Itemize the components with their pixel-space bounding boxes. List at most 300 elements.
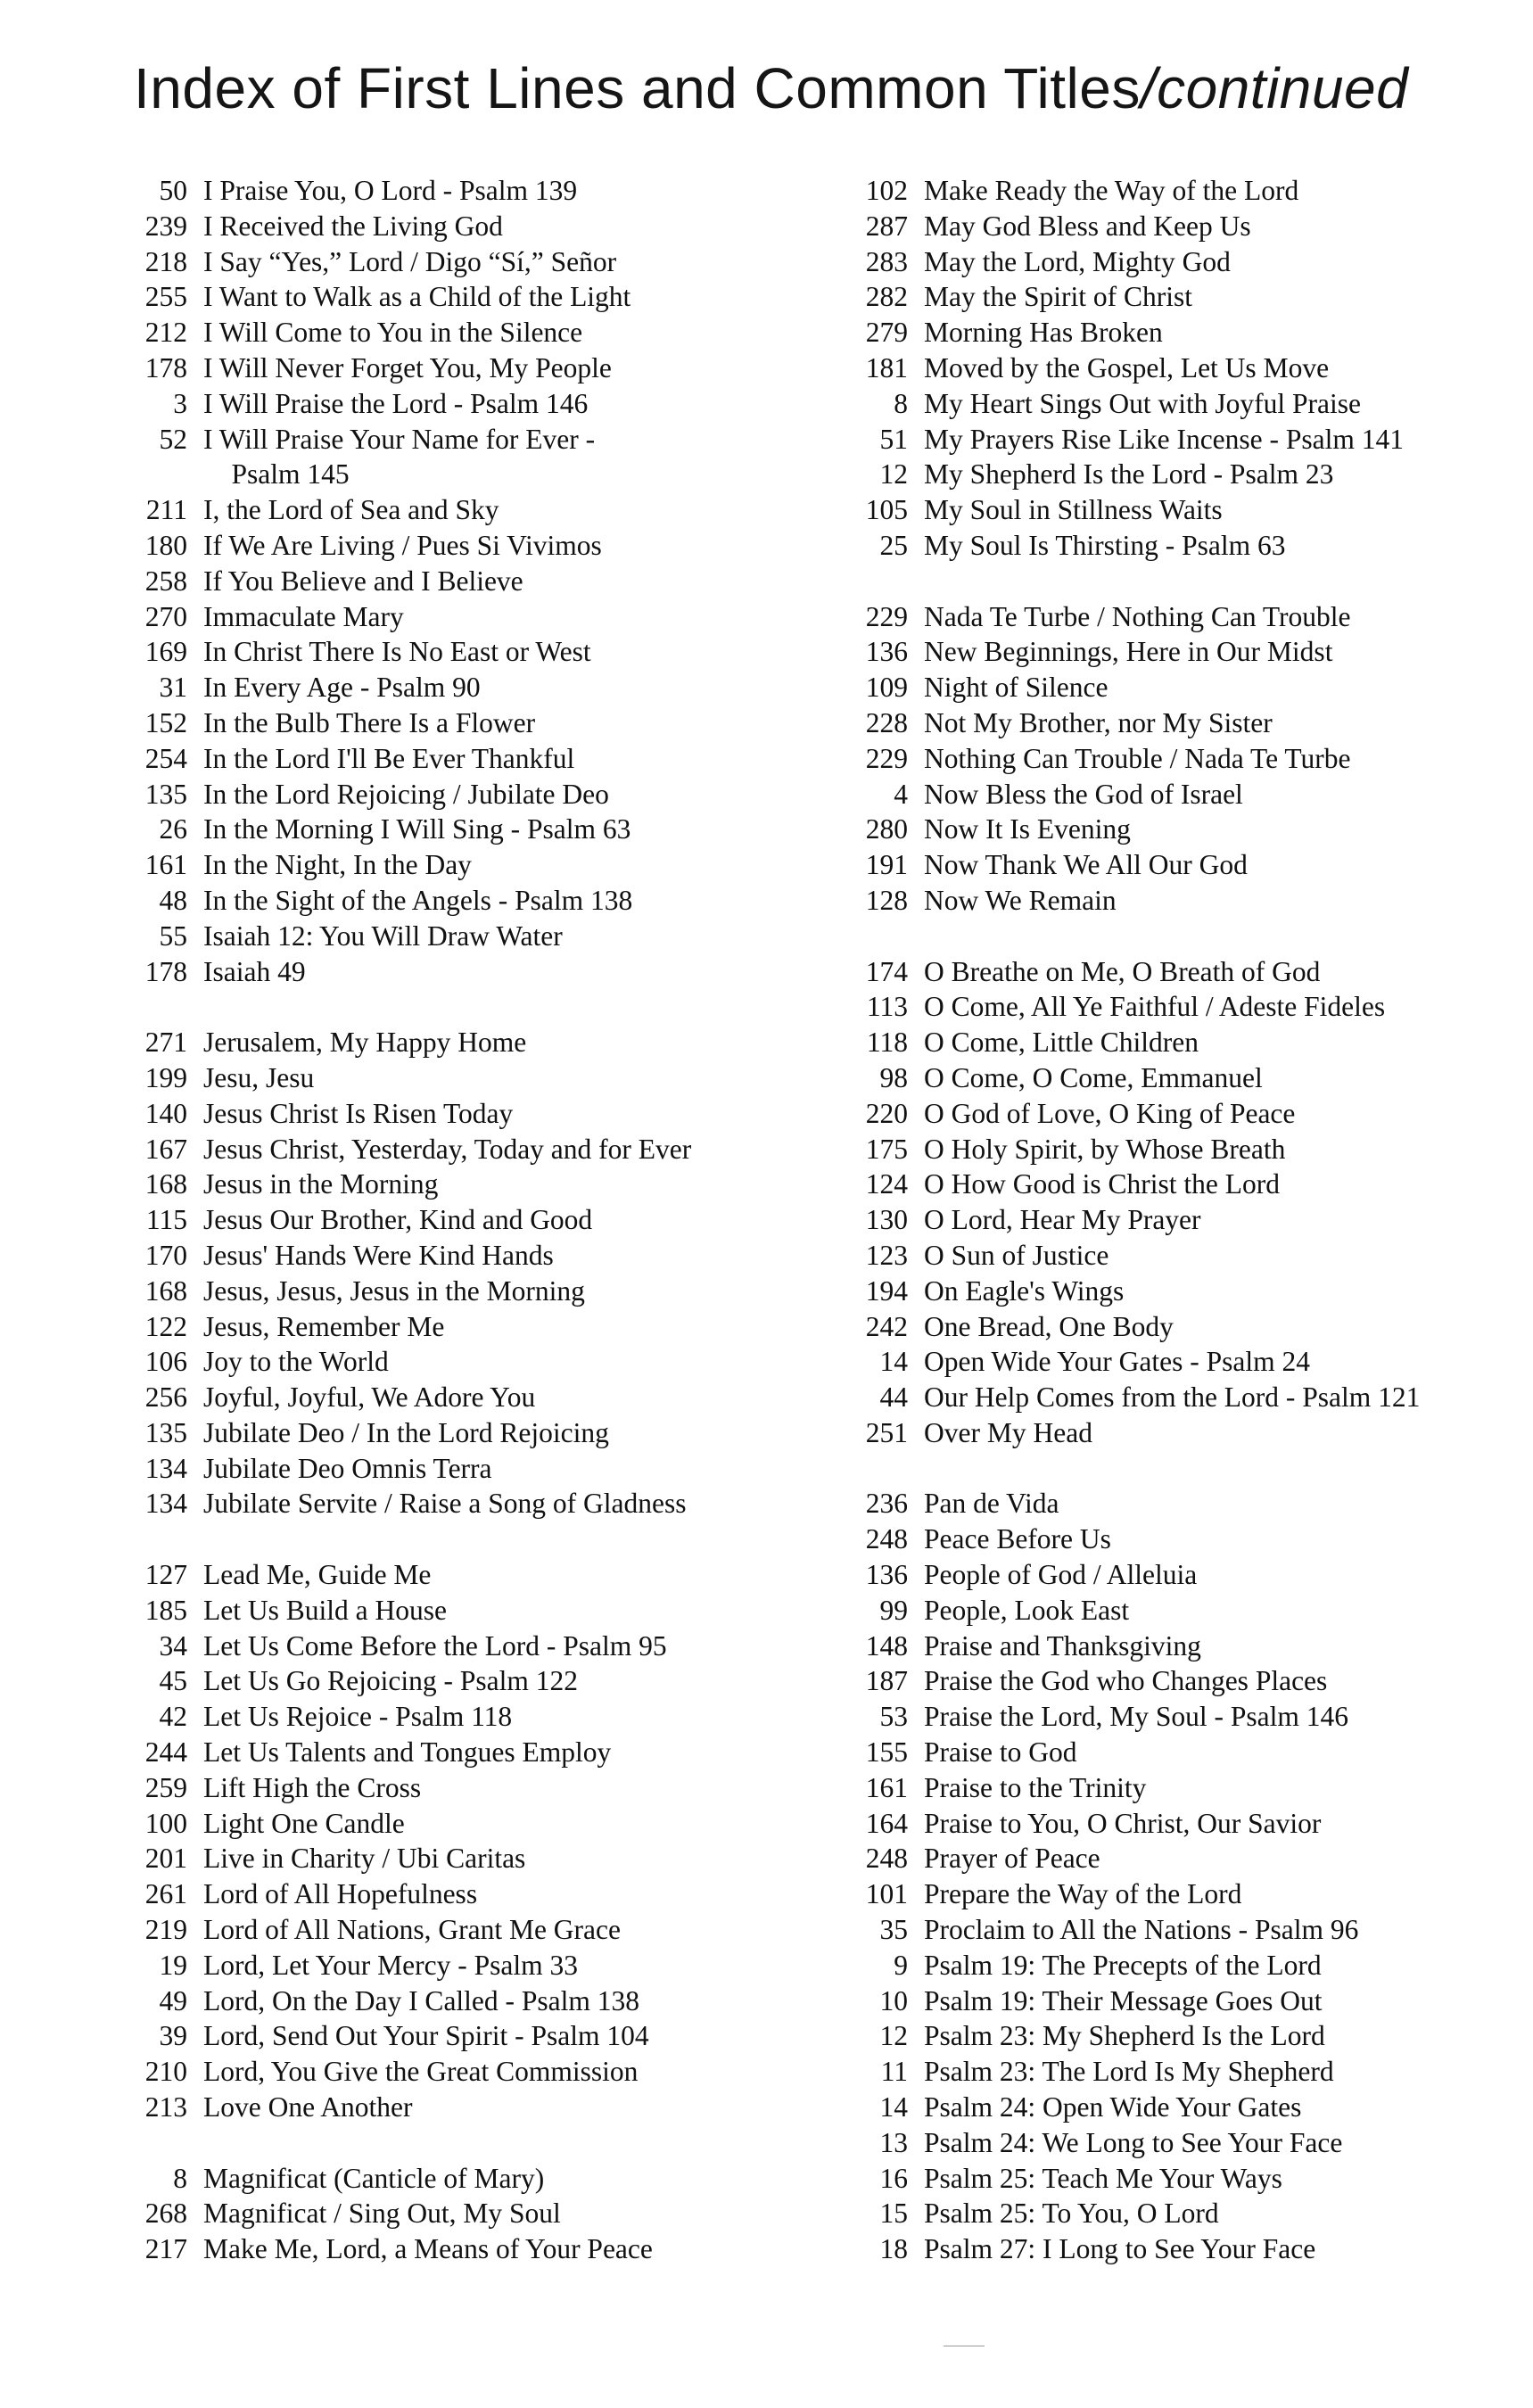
hymn-number: 140 — [144, 1097, 187, 1129]
hymn-title: O Sun of Justice — [924, 1239, 1109, 1271]
index-entry — [845, 989, 1533, 1025]
hymn-number: 148 — [865, 1629, 908, 1662]
index-entry — [125, 209, 838, 244]
index-entry — [125, 2090, 838, 2125]
hymn-title: My Soul in Stillness Waits — [924, 494, 1223, 526]
hymn-number: 25 — [879, 529, 908, 561]
index-entry — [845, 2125, 1533, 2161]
index-entry — [125, 2196, 838, 2231]
hymn-title: Psalm 19: Their Message Goes Out — [924, 1984, 1323, 2016]
hymn-number: 45 — [159, 1665, 187, 1697]
index-entry — [125, 492, 838, 528]
index-entry — [845, 741, 1533, 777]
hymn-number: 16 — [879, 2162, 908, 2194]
index-entry — [845, 492, 1533, 528]
section-gap — [125, 989, 838, 1025]
hymn-title: Now Bless the God of Israel — [924, 778, 1243, 810]
index-entry — [845, 1735, 1533, 1770]
index-entry — [125, 634, 838, 670]
index-entry — [125, 1486, 838, 1521]
index-entry — [845, 1274, 1533, 1309]
index-entry — [125, 1060, 838, 1096]
index-entry — [845, 528, 1533, 564]
hymn-number: 26 — [159, 813, 187, 845]
index-entry — [845, 1557, 1533, 1593]
index-entry — [125, 1912, 838, 1948]
hymn-title: Immaculate Mary — [203, 600, 404, 632]
index-entry — [845, 1025, 1533, 1060]
hymn-title: Make Ready the Way of the Lord — [924, 175, 1299, 206]
index-entry — [845, 422, 1533, 458]
hymn-number: 130 — [865, 1204, 908, 1236]
section-gap — [845, 1451, 1533, 1487]
hymn-number: 42 — [159, 1701, 187, 1733]
index-entry — [125, 1202, 838, 1238]
hymn-number: 51 — [879, 423, 908, 455]
hymn-title: Joy to the World — [203, 1346, 389, 1378]
hymn-title: Prepare the Way of the Lord — [924, 1878, 1242, 1910]
hymn-number: 228 — [865, 706, 908, 738]
index-entry — [125, 564, 838, 599]
index-entry — [125, 2054, 838, 2090]
hymn-title: Jesu, Jesu — [203, 1061, 315, 1093]
hymn-title: Nada Te Turbe / Nothing Can Trouble — [924, 600, 1351, 632]
hymn-title: Lord of All Nations, Grant Me Grace — [203, 1914, 621, 1946]
hymn-number: 34 — [159, 1629, 187, 1662]
hymn-number: 39 — [159, 2020, 187, 2052]
hymn-title: In the Lord I'll Be Ever Thankful — [203, 742, 575, 774]
index-entry — [845, 1629, 1533, 1664]
index-entry — [125, 847, 838, 883]
index-entry — [845, 2018, 1533, 2054]
hymn-title: In the Morning I Will Sing - Psalm 63 — [203, 813, 631, 845]
hymn-number: 248 — [865, 1523, 908, 1555]
hymn-number: 10 — [879, 1984, 908, 2016]
section-gap — [845, 564, 1533, 599]
hymn-title: Lead Me, Guide Me — [203, 1559, 432, 1591]
index-entry — [845, 386, 1533, 422]
index-entry — [845, 954, 1533, 990]
index-entry — [845, 2196, 1533, 2231]
hymn-number: 164 — [865, 1807, 908, 1839]
index-entry — [125, 1735, 838, 1770]
index-entry — [125, 1096, 838, 1132]
hymn-number: 136 — [865, 1559, 908, 1591]
index-entry — [125, 599, 838, 635]
index-entry — [845, 1202, 1533, 1238]
hymn-title: Praise to God — [924, 1736, 1077, 1769]
index-entry — [125, 1025, 838, 1060]
hymn-title: Jubilate Deo Omnis Terra — [203, 1452, 492, 1484]
hymn-title: I Will Never Forget You, My People — [203, 351, 612, 383]
hymn-title: Light One Candle — [203, 1807, 405, 1839]
hymn-number: 167 — [144, 1133, 187, 1165]
hymn-title: In the Bulb There Is a Flower — [203, 706, 536, 738]
index-entry — [845, 1876, 1533, 1912]
index-entry — [845, 670, 1533, 705]
index-entry — [125, 777, 838, 812]
hymn-title: I Will Praise Your Name for Ever - Psalm 145 — [203, 423, 596, 491]
hymn-number: 100 — [144, 1807, 187, 1839]
hymn-title: If We Are Living / Pues Si Vivimos — [203, 529, 602, 561]
hymn-number: 124 — [865, 1168, 908, 1200]
hymn-number: 244 — [144, 1736, 187, 1769]
hymn-title: In Every Age - Psalm 90 — [203, 672, 481, 704]
hymn-title: I, the Lord of Sea and Sky — [203, 494, 499, 526]
index-entry — [125, 1629, 838, 1664]
hymn-number: 211 — [145, 494, 187, 526]
index-entry — [845, 315, 1533, 350]
hymn-title: O Holy Spirit, by Whose Breath — [924, 1133, 1286, 1165]
hymn-number: 218 — [144, 245, 187, 277]
hymn-number: 9 — [894, 1949, 908, 1981]
index-entry — [125, 1663, 838, 1699]
index-entry — [125, 1132, 838, 1167]
index-entry — [845, 1593, 1533, 1629]
hymn-title: Not My Brother, nor My Sister — [924, 706, 1273, 738]
hymn-title: In the Sight of the Angels - Psalm 138 — [203, 884, 633, 916]
hymn-title: Over My Head — [924, 1416, 1092, 1448]
index-entry — [845, 1841, 1533, 1876]
hymn-number: 210 — [144, 2056, 187, 2088]
hymn-number: 134 — [144, 1488, 187, 1520]
hymn-number: 14 — [879, 1346, 908, 1378]
index-entry — [125, 1557, 838, 1593]
hymn-title: Psalm 25: To You, O Lord — [924, 2198, 1219, 2230]
hymn-title: Psalm 23: The Lord Is My Shepherd — [924, 2056, 1334, 2088]
hymn-number: 134 — [144, 1452, 187, 1484]
hymn-number: 136 — [865, 636, 908, 668]
index-entry — [125, 1806, 838, 1842]
index-entry — [845, 1167, 1533, 1202]
hymn-title: Praise and Thanksgiving — [924, 1629, 1201, 1662]
hymn-number: 44 — [879, 1381, 908, 1414]
hymn-title: Psalm 24: We Long to See Your Face — [924, 2126, 1343, 2158]
hymn-number: 53 — [879, 1701, 908, 1733]
hymn-number: 174 — [865, 955, 908, 987]
hymn-title: In Christ There Is No East or West — [203, 636, 591, 668]
index-entry — [845, 1912, 1533, 1948]
hymn-title: Psalm 23: My Shepherd Is the Lord — [924, 2020, 1325, 2052]
hymn-number: 178 — [144, 351, 187, 383]
index-entry — [125, 422, 838, 493]
section-gap — [125, 2125, 838, 2161]
hymn-number: 280 — [865, 813, 908, 845]
hymn-number: 259 — [144, 1771, 187, 1803]
index-entry — [845, 1521, 1533, 1557]
index-entry — [845, 350, 1533, 386]
hymn-number: 181 — [865, 351, 908, 383]
hymn-title: Praise to You, O Christ, Our Savior — [924, 1807, 1322, 1839]
hymn-number: 199 — [144, 1061, 187, 1093]
hymn-number: 155 — [865, 1736, 908, 1769]
hymn-number: 229 — [865, 742, 908, 774]
hymn-number: 122 — [144, 1310, 187, 1342]
index-entry — [125, 386, 838, 422]
hymn-title: Psalm 24: Open Wide Your Gates — [924, 2091, 1302, 2123]
hymn-number: 152 — [144, 706, 187, 738]
hymn-number: 229 — [865, 600, 908, 632]
hymn-title: May the Spirit of Christ — [924, 281, 1192, 313]
hymn-title: Lift High the Cross — [203, 1771, 422, 1803]
hymn-number: 201 — [144, 1843, 187, 1875]
hymn-title: In the Lord Rejoicing / Jubilate Deo — [203, 778, 609, 810]
index-entry — [845, 883, 1533, 919]
hymn-title: Jubilate Deo / In the Lord Rejoicing — [203, 1416, 609, 1448]
hymn-title: I Will Come to You in the Silence — [203, 317, 583, 349]
hymn-title: Jesus in the Morning — [203, 1168, 439, 1200]
hymn-title: Praise the God who Changes Places — [924, 1665, 1328, 1697]
hymn-title: I Praise You, O Lord - Psalm 139 — [203, 175, 578, 206]
hymn-title: Make Me, Lord, a Means of Your Peace — [203, 2233, 653, 2265]
hymn-number: 268 — [144, 2198, 187, 2230]
hymn-number: 48 — [159, 884, 187, 916]
hymn-title: Magnificat / Sing Out, My Soul — [203, 2198, 561, 2230]
hymn-number: 271 — [144, 1027, 187, 1059]
hymn-number: 12 — [879, 458, 908, 491]
index-left-column — [125, 173, 838, 2267]
hymn-title: Moved by the Gospel, Let Us Move — [924, 351, 1330, 383]
hymn-number: 256 — [144, 1381, 187, 1414]
index-entry — [845, 1663, 1533, 1699]
hymn-title: O Breathe on Me, O Breath of God — [924, 955, 1321, 987]
hymn-title: Jerusalem, My Happy Home — [203, 1027, 527, 1059]
page-title-main: Index of First Lines and Common Titles — [134, 56, 1141, 120]
hymn-number: 170 — [144, 1239, 187, 1271]
index-entry — [845, 705, 1533, 741]
index-entry — [845, 1699, 1533, 1735]
index-entry — [125, 315, 838, 350]
hymn-title: I Want to Walk as a Child of the Light — [203, 281, 631, 313]
hymn-title: My Shepherd Is the Lord - Psalm 23 — [924, 458, 1334, 491]
hymn-number: 135 — [144, 1416, 187, 1448]
hymn-title: O Come, All Ye Faithful / Adeste Fideles — [924, 991, 1386, 1023]
hymn-number: 3 — [173, 387, 187, 419]
index-entry — [845, 1806, 1533, 1842]
hymn-number: 161 — [865, 1771, 908, 1803]
hymn-title: Peace Before Us — [924, 1523, 1111, 1555]
hymn-number: 239 — [144, 210, 187, 242]
hymn-title: O Come, O Come, Emmanuel — [924, 1061, 1263, 1093]
hymn-number: 109 — [865, 672, 908, 704]
hymn-number: 31 — [159, 672, 187, 704]
hymn-title: Now Thank We All Our God — [924, 849, 1248, 881]
hymn-title: Nothing Can Trouble / Nada Te Turbe — [924, 742, 1351, 774]
index-entry — [845, 1983, 1533, 2019]
hymn-title: O God of Love, O King of Peace — [924, 1097, 1296, 1129]
index-entry — [125, 1238, 838, 1274]
index-entry — [125, 1948, 838, 1983]
hymn-title: Night of Silence — [924, 672, 1109, 704]
index-entry — [845, 777, 1533, 812]
hymn-number: 255 — [144, 281, 187, 313]
hymn-title: Let Us Go Rejoicing - Psalm 122 — [203, 1665, 578, 1697]
section-gap — [125, 1521, 838, 1557]
hymn-number: 99 — [879, 1594, 908, 1626]
index-entry — [845, 2090, 1533, 2125]
hymn-title: Jubilate Servite / Raise a Song of Gladness — [203, 1488, 687, 1520]
index-entry — [845, 457, 1533, 492]
index-entry — [125, 1309, 838, 1345]
hymn-title: In the Night, In the Day — [203, 849, 472, 881]
hymn-number: 220 — [865, 1097, 908, 1129]
hymn-number: 13 — [879, 2126, 908, 2158]
hymn-title: Lord, Let Your Mercy - Psalm 33 — [203, 1949, 578, 1981]
hymn-title: If You Believe and I Believe — [203, 565, 523, 597]
hymn-number: 135 — [144, 778, 187, 810]
index-entry — [125, 173, 838, 209]
hymn-number: 15 — [879, 2198, 908, 2230]
index-entry — [845, 1770, 1533, 1806]
hymn-title: I Will Praise the Lord - Psalm 146 — [203, 387, 589, 419]
hymn-number: 55 — [159, 919, 187, 952]
index-entry — [845, 173, 1533, 209]
hymn-number: 12 — [879, 2020, 908, 2052]
index-entry — [845, 2161, 1533, 2197]
hymn-title: I Received the Living God — [203, 210, 503, 242]
index-entry — [125, 883, 838, 919]
hymn-title: On Eagle's Wings — [924, 1274, 1125, 1307]
hymn-number: 14 — [879, 2091, 908, 2123]
hymn-number: 35 — [879, 1914, 908, 1946]
index-entry — [125, 279, 838, 315]
hymn-title: Jesus' Hands Were Kind Hands — [203, 1239, 554, 1271]
hymn-number: 175 — [865, 1133, 908, 1165]
index-entry — [125, 1983, 838, 2019]
index-entry — [845, 847, 1533, 883]
hymn-number: 180 — [144, 529, 187, 561]
hymn-title: Let Us Come Before the Lord - Psalm 95 — [203, 1629, 667, 1662]
hymn-number: 169 — [144, 636, 187, 668]
hymn-title: People of God / Alleluia — [924, 1559, 1198, 1591]
index-entry — [845, 2054, 1533, 2090]
section-gap — [845, 919, 1533, 954]
hymn-number: 287 — [865, 210, 908, 242]
hymn-number: 8 — [894, 387, 908, 419]
hymn-title: Our Help Comes from the Lord - Psalm 121 — [924, 1381, 1421, 1414]
hymn-title: Let Us Talents and Tongues Employ — [203, 1736, 612, 1769]
hymn-number: 127 — [144, 1559, 187, 1591]
index-entry — [125, 812, 838, 847]
hymn-title: Lord, You Give the Great Commission — [203, 2056, 639, 2088]
index-entry — [125, 1451, 838, 1487]
index-entry — [845, 1132, 1533, 1167]
hymn-title: Praise the Lord, My Soul - Psalm 146 — [924, 1701, 1348, 1733]
index-entry — [845, 1309, 1533, 1345]
hymn-title: Magnificat (Canticle of Mary) — [203, 2162, 545, 2194]
index-entry — [845, 599, 1533, 635]
index-entry — [125, 1167, 838, 1202]
index-entry — [845, 2231, 1533, 2267]
hymn-number: 212 — [144, 317, 187, 349]
hymn-title: O Lord, Hear My Prayer — [924, 1204, 1201, 1236]
index-entry — [845, 244, 1533, 280]
hymn-number: 11 — [880, 2056, 908, 2088]
page-title — [134, 55, 1408, 121]
hymn-number: 248 — [865, 1843, 908, 1875]
index-entry — [125, 1274, 838, 1309]
hymn-number: 18 — [879, 2233, 908, 2265]
hymn-title: Psalm 25: Teach Me Your Ways — [924, 2162, 1282, 2194]
hymn-number: 102 — [865, 175, 908, 206]
index-entry — [125, 919, 838, 954]
index-entry — [125, 1699, 838, 1735]
index-entry — [125, 1344, 838, 1380]
index-entry — [125, 2161, 838, 2197]
hymn-title: Lord, Send Out Your Spirit - Psalm 104 — [203, 2020, 649, 2052]
index-entry — [125, 350, 838, 386]
index-entry — [845, 1415, 1533, 1451]
hymn-number: 118 — [866, 1027, 908, 1059]
hymn-number: 283 — [865, 245, 908, 277]
hymn-number: 178 — [144, 955, 187, 987]
index-entry — [125, 1593, 838, 1629]
index-entry — [845, 1344, 1533, 1380]
hymn-title: Let Us Rejoice - Psalm 118 — [203, 1701, 513, 1733]
hymn-title: My Heart Sings Out with Joyful Praise — [924, 387, 1361, 419]
index-entry — [125, 2231, 838, 2267]
index-entry — [125, 1415, 838, 1451]
hymn-title: One Bread, One Body — [924, 1310, 1174, 1342]
index-entry — [845, 279, 1533, 315]
hymn-number: 106 — [144, 1346, 187, 1378]
hymn-number: 254 — [144, 742, 187, 774]
hymn-title: My Soul Is Thirsting - Psalm 63 — [924, 529, 1286, 561]
hymn-title: Open Wide Your Gates - Psalm 24 — [924, 1346, 1311, 1378]
hymn-title: O How Good is Christ the Lord — [924, 1168, 1280, 1200]
hymn-number: 161 — [144, 849, 187, 881]
hymn-title: Now It Is Evening — [924, 813, 1131, 845]
hymn-title: Live in Charity / Ubi Caritas — [203, 1843, 526, 1875]
hymn-title: Jesus, Remember Me — [203, 1310, 445, 1342]
hymn-number: 50 — [159, 175, 187, 206]
index-entry — [845, 1380, 1533, 1415]
page-title-suffix: /continued — [1140, 56, 1409, 120]
index-entry — [125, 741, 838, 777]
hymn-number: 187 — [865, 1665, 908, 1697]
hymn-title: Jesus Christ, Yesterday, Today and for Ever — [203, 1133, 692, 1165]
hymn-number: 270 — [144, 600, 187, 632]
index-entry — [845, 634, 1533, 670]
hymn-number: 52 — [159, 423, 187, 455]
hymn-title: O Come, Little Children — [924, 1027, 1199, 1059]
hymn-number: 4 — [894, 778, 908, 810]
hymn-title: Lord, On the Day I Called - Psalm 138 — [203, 1984, 640, 2016]
hymn-title: Morning Has Broken — [924, 317, 1163, 349]
hymn-number: 8 — [173, 2162, 187, 2194]
hymn-number: 191 — [865, 849, 908, 881]
hymn-number: 261 — [144, 1878, 187, 1910]
index-entry — [125, 705, 838, 741]
hymn-number: 19 — [159, 1949, 187, 1981]
hymn-title: Lord of All Hopefulness — [203, 1878, 478, 1910]
hymn-number: 168 — [144, 1274, 187, 1307]
index-entry — [125, 244, 838, 280]
hymn-title: Jesus Our Brother, Kind and Good — [203, 1204, 593, 1236]
hymn-number: 279 — [865, 317, 908, 349]
index-entry — [125, 1841, 838, 1876]
hymn-number: 217 — [144, 2233, 187, 2265]
hymn-number: 236 — [865, 1488, 908, 1520]
index-entry — [125, 954, 838, 990]
hymn-title: Love One Another — [203, 2091, 413, 2123]
index-entry — [125, 670, 838, 705]
index-entry — [845, 209, 1533, 244]
hymn-number: 168 — [144, 1168, 187, 1200]
index-entry — [845, 1060, 1533, 1096]
hymn-title: My Prayers Rise Like Incense - Psalm 141 — [924, 423, 1405, 455]
index-entry — [125, 1380, 838, 1415]
